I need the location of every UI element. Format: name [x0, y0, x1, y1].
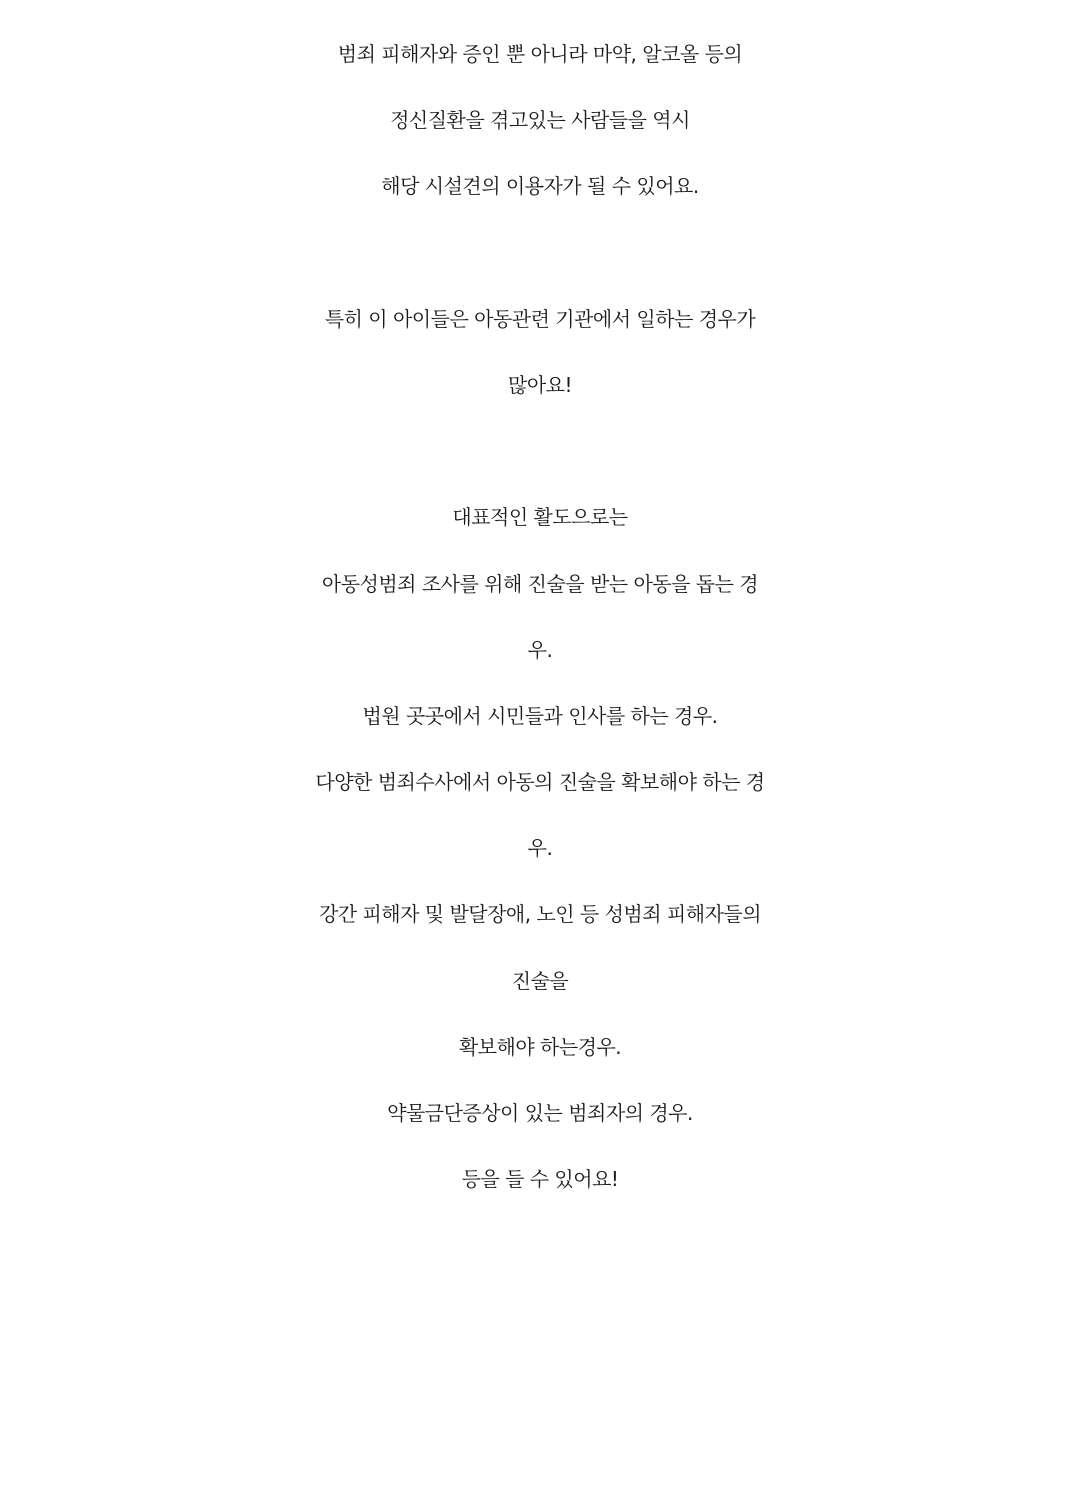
text-line: 등을 들 수 있어요!	[461, 1167, 619, 1192]
text-line: 해당 시설견의 이용자가 될 수 있어요.	[381, 174, 699, 199]
paragraph-spacer	[0, 220, 1080, 286]
text-line: 약물금단증상이 있는 범죄자의 경우.	[387, 1101, 693, 1125]
text-line: 진술을	[511, 968, 569, 993]
text-line: 법원 곳곳에서 시민들과 인사를 하는 경우.	[362, 703, 718, 728]
text-line: 많아요!	[508, 372, 572, 397]
paragraph-2	[0, 286, 1080, 418]
text-line: 아동성범죄 조사를 위해 진술을 받는 아동을 돕는 경	[321, 571, 759, 596]
paragraph-1	[0, 21, 1080, 220]
text-line: 정신질환을 겪고있는 사람들을 역시	[390, 108, 690, 133]
text-line: 강간 피해자 및 발달장애, 노인 등 성범죄 피해자들의	[318, 902, 762, 927]
text-line: 특히 이 아이들은 아동관련 기관에서 일하는 경우가	[324, 306, 756, 331]
text-line: 다양한 범죄수사에서 아동의 진술을 확보해야 하는 경	[315, 770, 765, 795]
paragraph-spacer	[0, 418, 1080, 484]
text-line: 우.	[527, 836, 553, 861]
text-line: 대표적인 활도으로는	[452, 505, 628, 530]
text-line: 우.	[527, 637, 553, 662]
text-line: 확보해야 하는경우.	[458, 1034, 622, 1059]
paragraph-3	[0, 484, 1080, 1212]
text-line: 범죄 피해자와 증인 뿐 아니라 마약, 알코올 등의	[337, 42, 743, 66]
